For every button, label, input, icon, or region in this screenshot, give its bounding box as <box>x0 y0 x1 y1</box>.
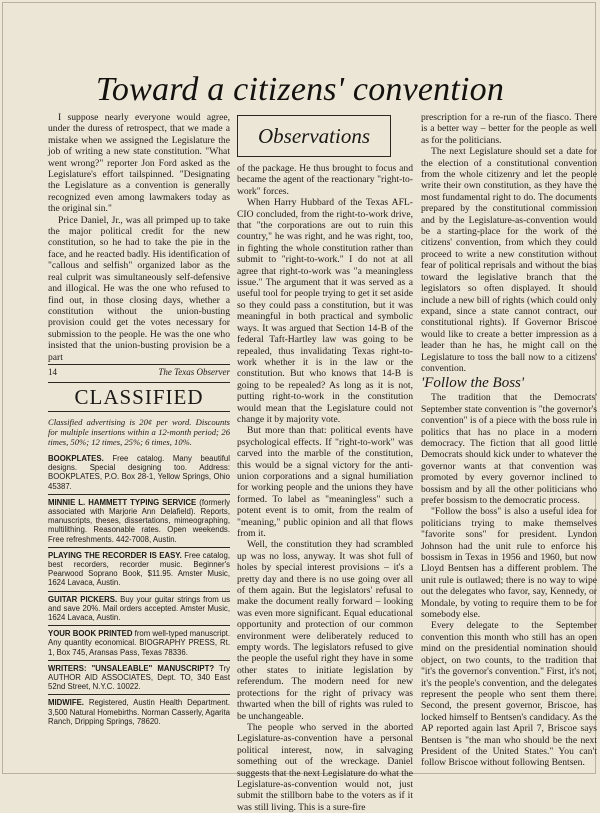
paragraph: of the package. He thus brought to focus and became the agent of the reactionary "right-to-work" forces. <box>237 163 413 197</box>
paragraph: prescription for a re-run of the fiasco. There is a better way – better for the people as well as for the politicians. <box>421 112 597 146</box>
classified-ad <box>48 547 230 591</box>
classified-ads <box>48 451 230 729</box>
ad-body: Try AUTHOR AID ASSOCIATES, Dept. TO, 340 East 52nd Street, N.Y.C. 10022. <box>48 663 231 692</box>
ad-lead: MIDWIFE. <box>48 698 84 708</box>
paragraph: Every delegate to the September convention this month who still has an open mind on the presidential nomination should object, on two counts, to the tradition that "it's the governor's convention." First, it's not, it's the people's convention, and the delegates represent the people who sent them there. Second, the present governor, Briscoe, has locked himself to Bentsen's candidacy. As the AP reported again last April 7, Briscoe says Bentsen is "the man who should be the next President of the United States." You can't follow Briscoe without following Bentsen. <box>421 620 597 769</box>
ad-body: Registered, Austin Health Department. 3,500 Natural Homebirths. Norman Casserly, Agarita Ranch, Dripping Springs, 78620. <box>48 698 230 726</box>
ad-lead: MINNIE L. HAMMETT TYPING SERVICE <box>48 497 197 507</box>
classified-section <box>48 382 230 729</box>
paragraph: Price Daniel, Jr., was all primped up to take the major political credit for the new constitution, so he had to take the pie in the face, and he reacted badly. His identification of "callous and selfish" organized labor as the real culprit was simultaneously self-defensive and illogical. He was the one who refused to find out, in those closing days, whether a constitution without the union-busting provision could get the votes necessary for submission to the people. He was the one who insisted that the union-busting provision be a part <box>48 214 230 363</box>
paragraph: I suppose nearly everyone would agree, under the duress of retrospect, that we made a mistake when we assigned the Legislature the job of writing a new state constitution. "What went wrong?" reporter Jon Ford asked as the Legislature's effort tailspinned. "Designating the Legislature as a convention is generally recognized even among lawmakers today as the original sin." <box>48 112 230 215</box>
headline: Toward a citizens' convention <box>95 71 505 108</box>
ad-lead: BOOKPLATES. <box>48 454 104 463</box>
publication-name: The Texas Observer <box>158 367 230 377</box>
column-badge: Observations <box>237 115 391 157</box>
paragraph: The tradition that the Democrats' September state convention is "the governor's convention" is of a piece with the boss rule in politics that has no place in a modern democracy. The fiction that all good little Democrats should kick under to whatever the governor wants at that convention was promoted by every governor inclined to bossism and by all the other politicians who prefer bossism to the democratic process. <box>421 392 597 506</box>
classified-ad <box>48 591 230 626</box>
ad-body: Free catalog. Many beautiful designs. Special designing too. Address: BOOKPLATES, P.O. Box 28-1, Yellow Springs, Ohio 45387. <box>48 454 230 491</box>
classified-ad <box>48 451 230 494</box>
paragraph: The people who served in the aborted Legislature-as-convention have a personal political interest, now, in salvaging something out of the wreckage. Daniel suggests that the next Legislature do what the Legislature-as-convention would not, just submit the stillborn babe to the voters as if it was still living. This is a sure-fire <box>237 721 413 813</box>
paragraph: But more than that: political events have psychological effects. If "right-to-work" was carved into the marble of the constitution, this would be a signal victory for the anti-union corporations and a signal humiliation for working people and the unions they have formed. To label as "meaningless" such a potent event is to omit, from the realm of "meaning," public opinion and all that flows from it. <box>237 425 413 539</box>
classified-ad <box>48 494 230 547</box>
article-column-1 <box>48 112 230 363</box>
page-number: 14 <box>48 367 57 377</box>
classified-title: CLASSIFIED <box>48 382 230 412</box>
section-subhead: 'Follow the Boss' <box>421 375 525 392</box>
ad-lead: WRITERS: "UNSALEABLE" MANUSCRIPT? <box>48 663 215 673</box>
paragraph: Well, the constitution they had scrambled up was no loss, anyway. It was shot full of holes by special interest provisions – it's a pretty day and there is no use going over all of them again. But the legislators' refusal to make the document really forward – looking was even more significant. Equal educational opportunity and protection of our common environment were deliberately reduced to empty words. The legislators refused to give the people the useful right they have in some other states to initiate legislation by referendum. The modern need for new protections for the right of privacy was thwarted when the bill of rights was ruled to be unchangeable. <box>237 539 413 722</box>
article-column-3 <box>421 112 597 767</box>
ad-body: Buy your guitar strings from us and save 20%. Mail orders accepted. Amster Music, 1624 Lavaca, Austin. <box>48 594 230 623</box>
paragraph: "Follow the boss" is also a useful idea for politicians trying to make themselves "favorite sons" for president. Lyndon Johnson had the unit rule to enforce his bossism in Texas in 1956 and 1960, but now Lloyd Bentsen has a different problem. The unit rule is outlawed; there is no way to wipe out the delegates who favor, say, Kennedy, or Mondale, by voting to require them to be for somebody else. <box>421 506 597 621</box>
classified-rates: Classified advertising is 20¢ per word. Discounts for multiple insertions within a 12-month period; 26 times, 50%; 12 times, 25%; 6 times, 10%. <box>48 417 230 447</box>
article-column-2 <box>237 163 413 813</box>
paragraph: The next Legislature should set a date for the election of a constitutional convention from the whole citizenry and let the people write their own constitution, as they have the most fundamental right to do. The documents prepared by the constitutional commission and by the Legislature-as-convention would be a starting-place for the work of the citizens' convention, from which they could proceed to write a new constitution without fear of political reprisals and without the bias toward the legislative branch that the legislators so often displayed. It should include a new bill of rights (which could only expand, since a state cannot contract, our constitutional rights). If Governor Briscoe would like to create a better impression as a leader than he has, he might call on the Legislature to toss the ball now to a citizens' convention. <box>421 146 597 374</box>
page-footer <box>48 364 230 378</box>
ad-body: Free catalog, best recorders, recorder music. Beginner's Pearwood Soprano Book, $11.95. Amster Music, 1624 Lavaca, Austin. <box>48 550 230 588</box>
ad-body: from well-typed manuscript. Any quantity economical. BIOGRAPHY PRESS, Rt. 1, Box 745, Aransas Pass, Texas 78336. <box>48 629 230 657</box>
classified-ad <box>48 660 230 695</box>
ad-body: (formerly associated with Marjorie Ann Delafield). Reports, manuscripts, theses, dissertations, mimeographing, multilithing. Reasonable rates. Open weekends. Free refreshments. 442-7008, Austin. <box>48 497 230 544</box>
ad-lead: GUITAR PICKERS. <box>48 594 118 604</box>
paragraph: When Harry Hubbard of the Texas AFL-CIO concluded, from the right-to-work drive, that "the corporations are out to ruin this country," he was right, and he was right, too, in fighting the whole constitution rather than submit to "right-to-work." I do not at all agree that right-to-work was "a meaningless issue." The argument that it was served as a useful tool for people trying to get it set aside so they could pass a constitution, but it was meaningful in both practical and symbolic ways. It was argued that Section 14-B of the federal Taft-Hartley law was going to be repealed, thus invalidating Texas right-to-work whether it is in the law or the constitution. But who knows that 14-B is going to be repealed? As long as it is not, putting right-to-work in the constitution would mean that the Legislature could not change it by majority vote. <box>237 197 413 425</box>
ad-lead: PLAYING THE RECORDER IS EASY. <box>48 550 182 560</box>
ad-lead: YOUR BOOK PRINTED <box>48 629 133 639</box>
classified-ad <box>48 625 230 660</box>
classified-ad <box>48 694 230 729</box>
